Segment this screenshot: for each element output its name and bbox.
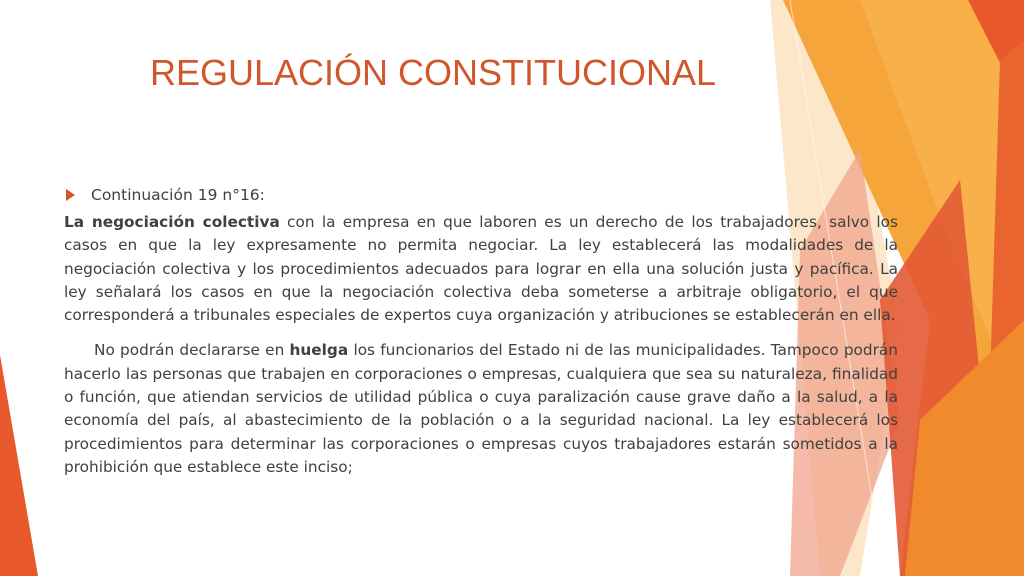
bullet-text: Continuación 19 n°16: [91, 186, 265, 204]
bullet-arrow-icon [66, 189, 75, 201]
paragraph-2-lead: No podrán declararse en [94, 341, 290, 360]
paragraph-2-text: los funcionarios del Estado ni de las municipalidades. Tampoco podrán hacerlo las personas que trabajen en corporaciones o empresas, cualquiera que sea su naturaleza, finalidad o función, que atiendan servicios de utilidad pública o cuya paralización cause grave daño a la salud, a la economía del país, al abastecimiento de la población o a la seguridad nacional. La ley establecerá los procedimientos para determinar las corporaciones o empresas cuyos trabajadores estarán sometidos a la prohibición que establece este inciso; [64, 341, 898, 476]
paragraph-2-bold: huelga [289, 341, 349, 360]
slide-title: REGULACIÓN CONSTITUCIONAL [150, 52, 717, 93]
body-text [64, 211, 898, 479]
paragraph-1-text: con la empresa en que laboren es un derecho de los trabajadores, salvo los casos en que la ley expresamente no permita negociar. La ley establecerá las modalidades de la negociación colectiva y los procedimientos adecuados para lograr en ella una solución justa y pacífica. La ley señalará los casos en que la negociación colectiva deba someterse a arbitraje obligatorio, el que corresponderá a tribunales especiales de expertos cuya organización y atribuciones se establecerán en ella. [64, 213, 898, 325]
bullet-item [66, 186, 265, 204]
paragraph-1-bold-lead: La negociación colectiva [64, 213, 280, 231]
paragraph-2 [64, 339, 898, 479]
paragraph-1 [64, 211, 898, 327]
